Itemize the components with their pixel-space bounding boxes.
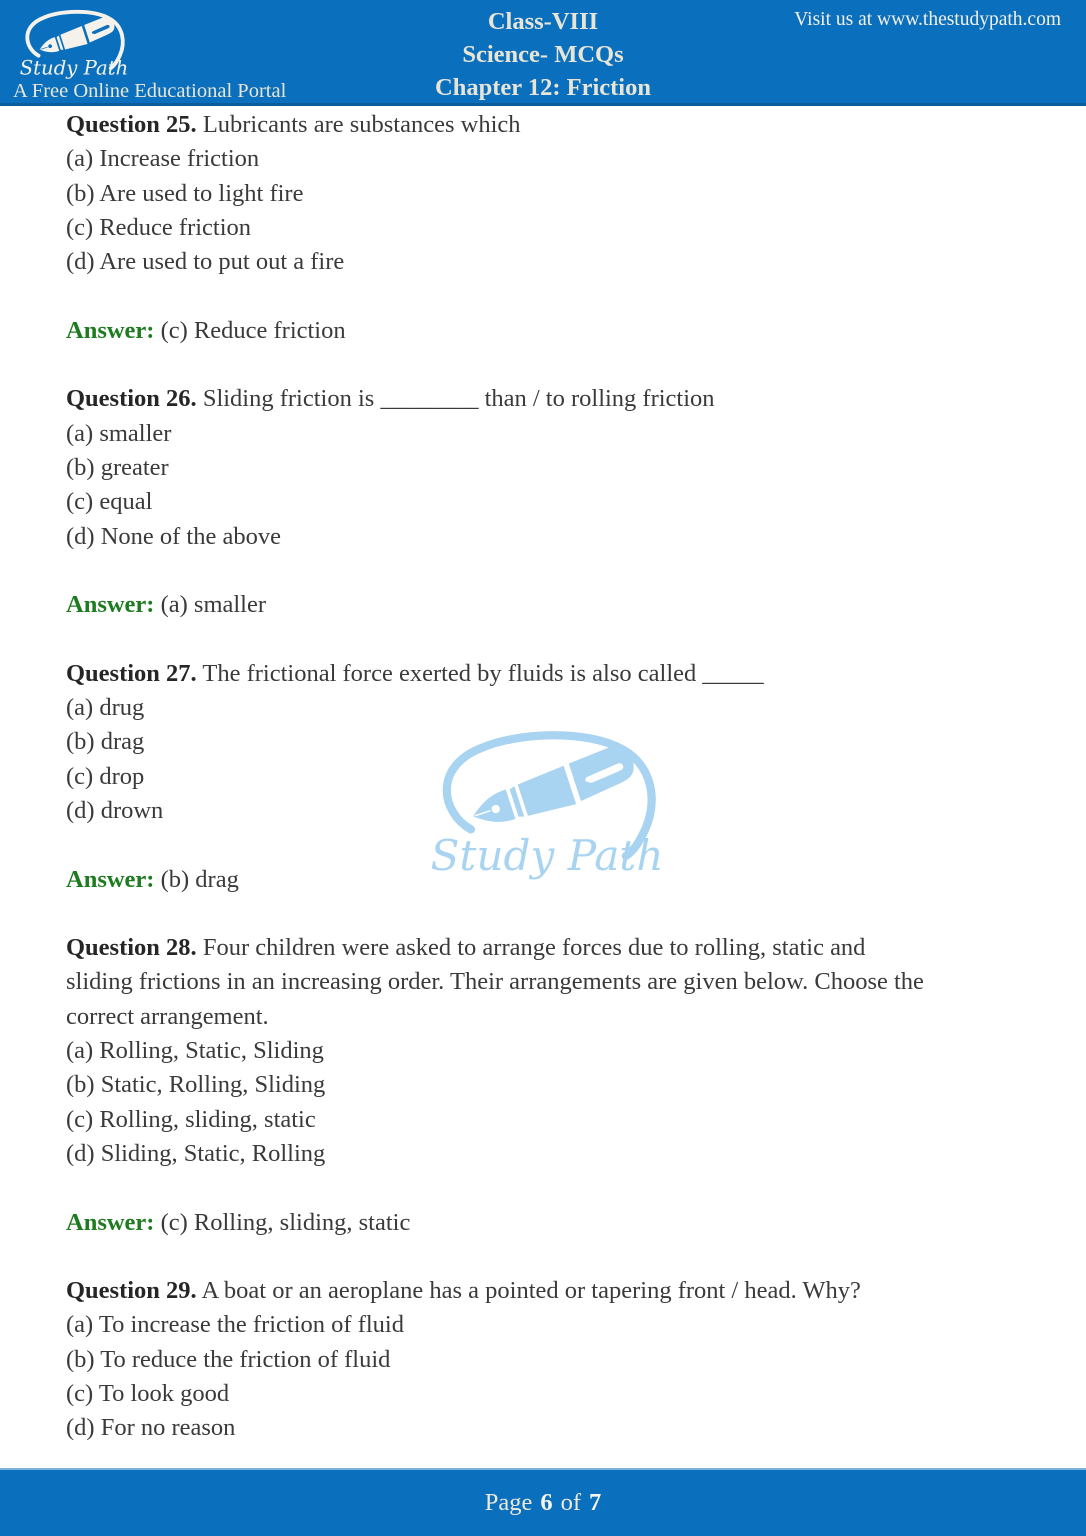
answer-option: (b) drag (66, 728, 145, 756)
answer-option: (c) drop (66, 762, 145, 790)
answer-label: Answer: (66, 316, 155, 344)
question-block (66, 931, 1026, 1240)
answer-option: (d) None of the above (66, 522, 281, 550)
answer-text: (a) smaller (160, 591, 267, 619)
question-block (66, 657, 1026, 897)
answer-option: (a) smaller (66, 419, 172, 447)
answer-option: (d) For no reason (66, 1414, 236, 1442)
answer-option: (a) To increase the friction of fluid (66, 1311, 404, 1339)
header-title-class: Class-VIII (487, 8, 599, 35)
question-text: A boat or an aeroplane has a pointed or tapering front / head. Why? (201, 1277, 861, 1305)
footer-page-label: Page (484, 1489, 533, 1516)
page-footer (0, 1468, 1086, 1536)
answer-option: (a) Increase friction (66, 145, 260, 173)
answer-option: (c) To look good (66, 1379, 230, 1407)
logo-tagline: A Free Online Educational Portal (13, 80, 287, 102)
question-label: Question 26. (66, 385, 197, 413)
document-body (0, 106, 1086, 1468)
question-text-line (66, 931, 1026, 965)
questions-container (0, 106, 1086, 1446)
answer-option: (c) equal (66, 488, 153, 516)
answer-label: Answer: (66, 1208, 155, 1236)
answer-option: (b) To reduce the friction of fluid (66, 1345, 391, 1373)
answer-label: Answer: (66, 591, 155, 619)
answer-option: (c) Rolling, sliding, static (66, 1105, 316, 1133)
answer-option: (b) Static, Rolling, Sliding (66, 1071, 326, 1099)
answer-line (66, 314, 1026, 348)
watermark-brand-text: Study Path (430, 830, 664, 880)
header-title-subject: Science- MCQs (462, 41, 624, 68)
answer-option: (b) Are used to light fire (66, 179, 304, 207)
visit-url-text: Visit us at www.thestudypath.com (794, 9, 1061, 30)
answer-text: (b) drag (160, 865, 239, 893)
question-text-line (66, 657, 1026, 691)
question-text: The frictional force exerted by fluids is also called _____ (202, 659, 764, 687)
answer-option: (d) Sliding, Static, Rolling (66, 1139, 326, 1167)
answer-option: (b) greater (66, 453, 169, 481)
question-text-line (66, 382, 1026, 416)
question-block (66, 1274, 1026, 1445)
question-label: Question 25. (66, 111, 197, 138)
answer-label: Answer: (66, 865, 155, 893)
question-text-line (66, 108, 1026, 142)
question-text-line: correct arrangement. (66, 1002, 269, 1030)
answer-option: (d) Are used to put out a fire (66, 248, 345, 276)
question-text: Sliding friction is ________ than / to rolling friction (202, 385, 715, 413)
answer-line (66, 588, 1026, 622)
question-label: Question 29. (66, 1277, 197, 1305)
logo-brand-text: Study Path (19, 56, 129, 80)
answer-option: (a) drug (66, 694, 145, 722)
answer-text: (c) Reduce friction (160, 316, 346, 344)
question-text-line (66, 1274, 1026, 1308)
answer-line (66, 863, 1026, 897)
answer-line (66, 1206, 1026, 1240)
question-label: Question 28. (66, 934, 197, 962)
answer-text: (c) Rolling, sliding, static (160, 1208, 411, 1236)
question-text-line: sliding frictions in an increasing order. Their arrangements are given below. Choose the (66, 968, 924, 996)
page-header (0, 0, 1086, 106)
header-title-chapter: Chapter 12: Friction (435, 74, 651, 101)
footer-page-of: of (560, 1489, 582, 1516)
answer-option: (a) Rolling, Static, Sliding (66, 1037, 324, 1065)
question-label: Question 27. (66, 659, 197, 687)
answer-option: (d) drown (66, 796, 164, 824)
question-block (66, 108, 1026, 348)
question-block (66, 382, 1026, 622)
footer-page-current: 6 (540, 1489, 553, 1516)
footer-page-total: 7 (589, 1489, 602, 1516)
answer-option: (c) Reduce friction (66, 213, 252, 241)
question-text: Four children were asked to arrange forces due to rolling, static and (202, 934, 866, 962)
question-text: Lubricants are substances which (202, 111, 521, 138)
